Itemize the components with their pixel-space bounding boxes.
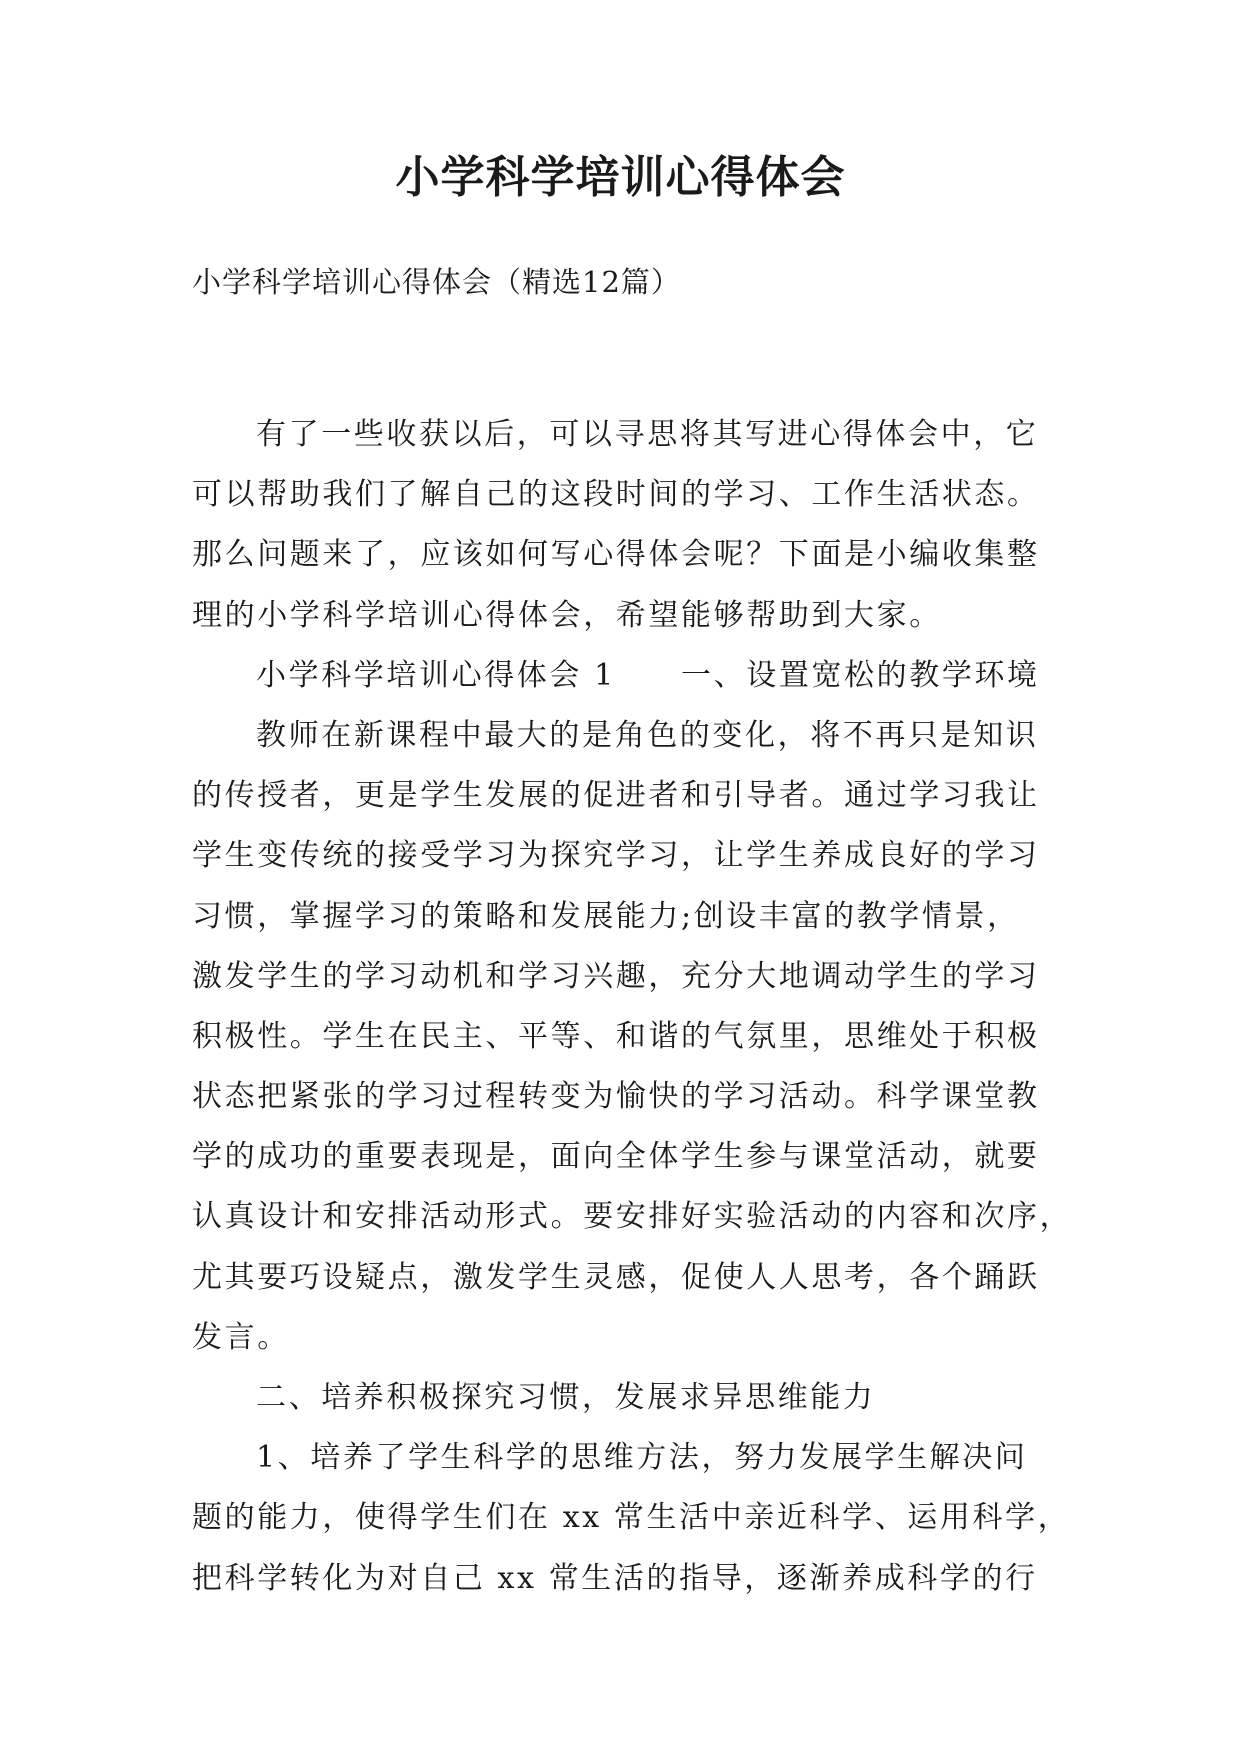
text-line: 教师在新课程中最大的是角色的变化，将不再只是知识 bbox=[256, 717, 1039, 753]
text-line: 把科学转化为对自己 xx 常生活的指导，逐渐养成科学的行 bbox=[192, 1560, 1038, 1596]
document-subtitle: 小学科学培训心得体会（精选12篇） bbox=[192, 265, 681, 299]
text-line: 发言。 bbox=[192, 1319, 290, 1355]
text-line: 小学科学培训心得体会 1 一、设置宽松的教学环境 bbox=[256, 657, 1040, 693]
text-line: 习惯，掌握学习的策略和发展能力;创设丰富的教学情景， bbox=[192, 898, 1020, 934]
text-line: 尤其要巧设疑点，激发学生灵感，促使人人思考，各个踊跃 bbox=[192, 1259, 1040, 1295]
text-line: 可以帮助我们了解自己的这段时间的学习、工作生活状态。 bbox=[192, 477, 1040, 513]
document-title: 小学科学培训心得体会 bbox=[395, 152, 846, 203]
text-line: 理的小学科学培训心得体会，希望能够帮助到大家。 bbox=[192, 597, 942, 633]
text-line: 学生变传统的接受学习为探究学习，让学生养成良好的学习 bbox=[192, 838, 1040, 874]
text-line: 题的能力，使得学生们在 xx 常生活中亲近科学、运用科学， bbox=[192, 1500, 1071, 1536]
document-body bbox=[192, 405, 1072, 1609]
text-line: 激发学生的学习动机和学习兴趣，充分大地调动学生的学习 bbox=[192, 958, 1040, 994]
text-line: 有了一些收获以后，可以寻思将其写进心得体会中，它 bbox=[256, 417, 1039, 452]
text-line: 1、培养了学生科学的思维方法，努力发展学生解决问 bbox=[256, 1440, 1028, 1476]
text-line: 二、培养积极探究习惯，发展求异思维能力 bbox=[256, 1380, 876, 1415]
text-line: 状态把紧张的学习过程转变为愉快的学习活动。科学课堂教 bbox=[192, 1079, 1040, 1115]
text-line: 那么问题来了，应该如何写心得体会呢？下面是小编收集整 bbox=[192, 537, 1040, 573]
text-line: 学的成功的重要表现是，面向全体学生参与课堂活动，就要 bbox=[192, 1139, 1040, 1175]
text-line: 积极性。学生在民主、平等、和谐的气氛里，思维处于积极 bbox=[192, 1018, 1040, 1054]
text-line: 认真设计和安排活动形式。要安排好实验活动的内容和次序， bbox=[192, 1199, 1073, 1235]
text-line: 的传授者，更是学生发展的促进者和引导者。通过学习我让 bbox=[192, 778, 1040, 814]
